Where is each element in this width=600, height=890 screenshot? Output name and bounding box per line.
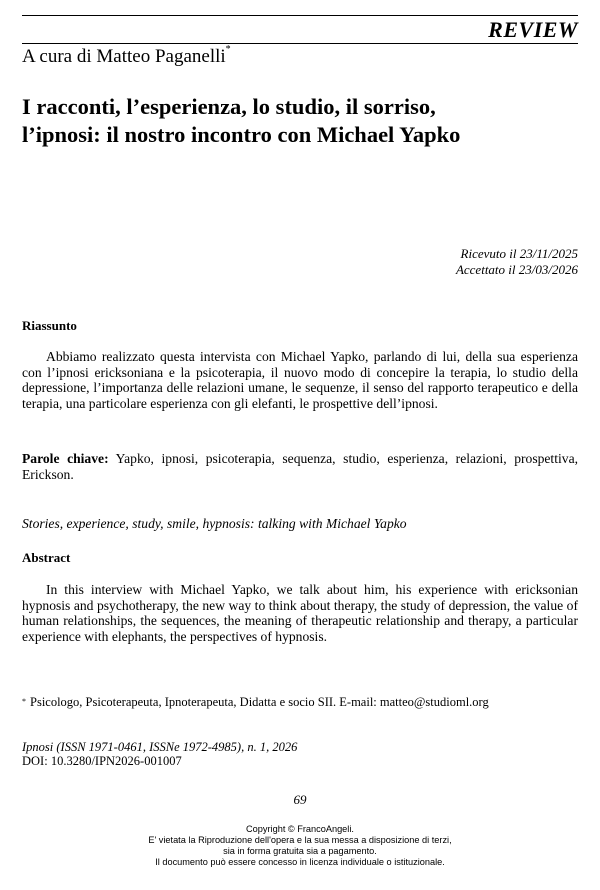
author-name: A cura di Matteo Paganelli <box>22 46 226 67</box>
author-line <box>22 46 231 68</box>
author-footnote-marker[interactable]: * <box>225 44 231 55</box>
keywords-list: Yapko, ipnosi, psicoterapia, sequenza, studio, esperienza, relazioni, prospettiva, Erickson. <box>22 451 578 482</box>
footnote-text: Psicologo, Psicoterapeuta, Ipnoterapeuta, Didatta e socio SII. E-mail: matteo@studioml.org <box>30 695 489 709</box>
keywords-label: Parole chiave: <box>22 451 109 466</box>
doi[interactable]: DOI: 10.3280/IPN2026-001007 <box>22 754 182 768</box>
keywords <box>22 451 578 482</box>
abstract-text: In this interview with Michael Yapko, we talk about him, his experience with ericksonian hypnosis and psychotherapy, the new way to think about therapy, the study of depression, the value of human relationships, the sequences, the meaning of therapeutic relationship and therapy, a particular experience with elephants, the perspectives of hypnosis. <box>22 582 578 644</box>
riassunto-text: Abbiamo realizzato questa intervista con Michael Yapko, parlando di lui, della sua esperienza con l’ipnosi ericksoniana e la psicoterapia, il nuovo modo di concepire la terapia, lo studio della depressione, l’importanza delle relazioni umane, le sequenze, il senso del rapporto terapeutico e della terapia, una particolare esperienza con gli elefanti, le prospettive dell’ipnosi. <box>22 349 578 411</box>
footnote-marker: * <box>22 697 26 706</box>
header-bottom-rule <box>22 43 578 44</box>
article-title-line-2: l’ipnosi: il nostro incontro con Michael Yapko <box>22 122 461 147</box>
english-title: Stories, experience, study, smile, hypnosis: talking with Michael Yapko <box>22 516 407 531</box>
journal-info <box>22 740 297 768</box>
accepted-date: Accettato il 23/03/2026 <box>455 262 578 277</box>
journal-citation: Ipnosi (ISSN 1971-0461, ISSNe 1972-4985), n. 1, 2026 <box>22 740 298 754</box>
received-date: Ricevuto il 23/11/2025 <box>460 246 578 261</box>
header-top-rule <box>22 15 578 16</box>
article-title <box>22 93 578 149</box>
copyright-line-1: Copyright © FrancoAngeli. <box>246 824 354 834</box>
page-number: 69 <box>293 792 307 807</box>
abstract-heading: Abstract <box>22 550 71 565</box>
copyright-line-3: sia in forma gratuita sia a pagamento. <box>223 846 377 856</box>
section-label: REVIEW <box>488 17 578 42</box>
footnote <box>22 695 578 709</box>
copyright-line-4: Il documento può essere concesso in licenza individuale o istituzionale. <box>155 857 445 867</box>
copyright-notice <box>0 824 600 868</box>
riassunto-heading: Riassunto <box>22 318 77 333</box>
copyright-line-2: E' vietata la Riproduzione dell'opera e la sua messa a disposizione di terzi, <box>148 835 452 845</box>
article-title-line-1: I racconti, l’esperienza, lo studio, il sorriso, <box>22 94 436 119</box>
